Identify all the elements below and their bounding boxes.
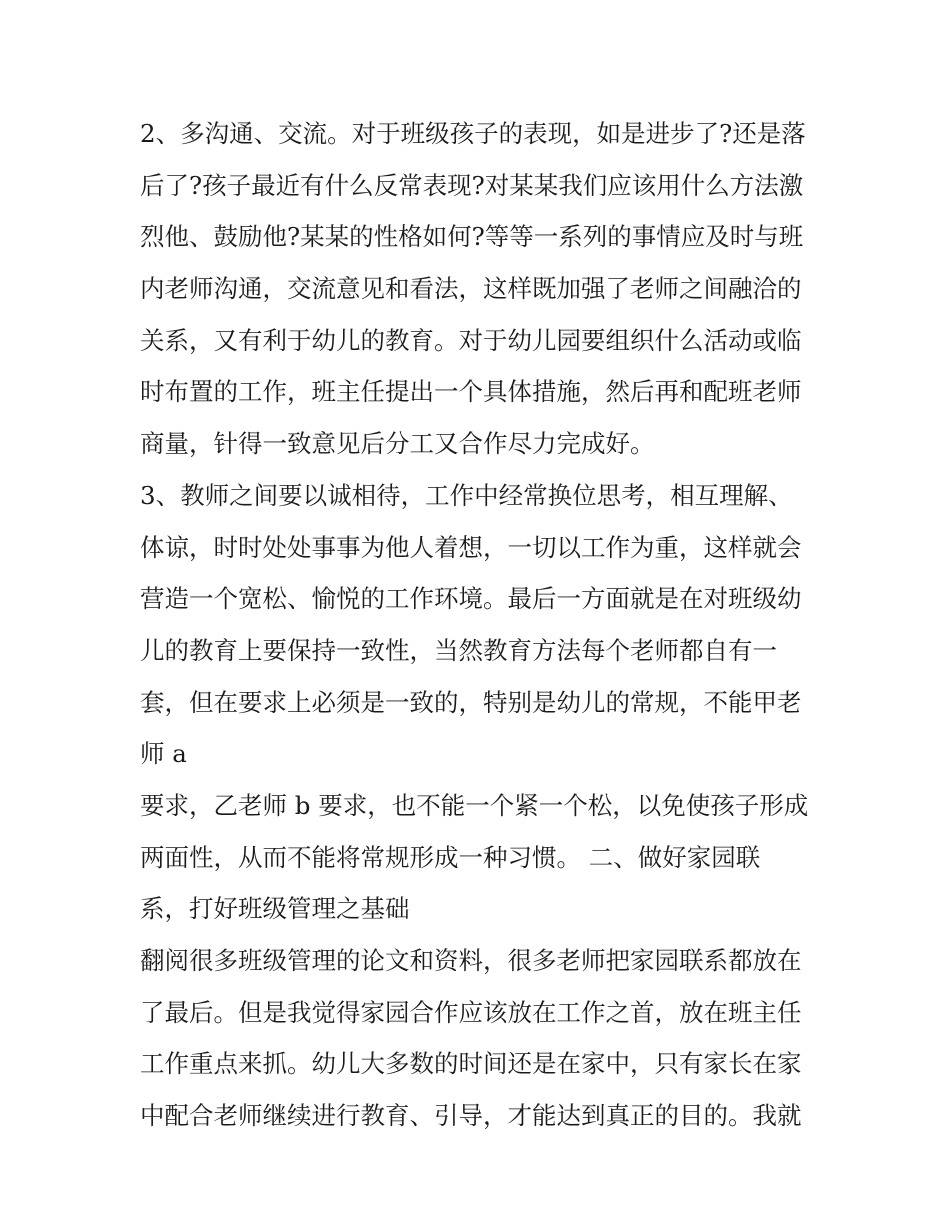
text-line: 关系，又有利于幼儿的教育。对于幼儿园要组织什么活动或临	[140, 325, 802, 355]
text-line: 翻阅很多班级管理的论文和资料，很多老师把家园联系都放在	[140, 946, 802, 975]
text-line: 套，但在要求上必须是一致的，特别是幼儿的常规，不能甲老	[140, 687, 802, 717]
text-line: 两面性，从而不能将常规形成一种习惯。 二、做好家园联	[140, 842, 761, 872]
text-line: 师 a	[140, 739, 187, 769]
text-line: 烈他、鼓励他?某某的性格如何?等等一系列的事情应及时与班	[140, 222, 804, 252]
text-line: 了最后。但是我觉得家园合作应该放在工作之首，放在班主任	[140, 997, 802, 1027]
text-line: 内老师沟通，交流意见和看法，这样既加强了老师之间融洽的	[140, 274, 802, 304]
text-line: 中配合老师继续进行教育、引导，才能达到真正的目的。我就	[140, 1101, 802, 1131]
text-line: 工作重点来抓。幼儿大多数的时间还是在家中，只有家长在家	[140, 1049, 802, 1079]
text-line: 系，打好班级管理之基础	[140, 894, 410, 924]
text-line: 商量，针得一致意见后分工又合作尽力完成好。	[140, 429, 655, 459]
text-line: 时布置的工作，班主任提出一个具体措施，然后再和配班老师	[140, 377, 802, 407]
text-line: 儿的教育上要保持一致性，当然教育方法每个老师都自有一	[140, 635, 777, 665]
text-line: 3、教师之间要以诚相待，工作中经常换位思考，相互理解、	[140, 480, 793, 510]
text-line: 营造一个宽松、愉悦的工作环境。最后一方面就是在对班级幼	[140, 584, 802, 614]
text-line: 2、多沟通、交流。对于班级孩子的表现，如是进步了?还是落	[140, 119, 806, 148]
text-line: 后了?孩子最近有什么反常表现?对某某我们应该用什么方法激	[140, 170, 804, 200]
text-line: 要求，乙老师 b 要求，也不能一个紧一个松，以免使孩子形成	[140, 790, 809, 820]
text-line: 体谅，时时处处事事为他人着想，一切以工作为重，这样就会	[140, 532, 802, 562]
body-text	[140, 108, 840, 1142]
